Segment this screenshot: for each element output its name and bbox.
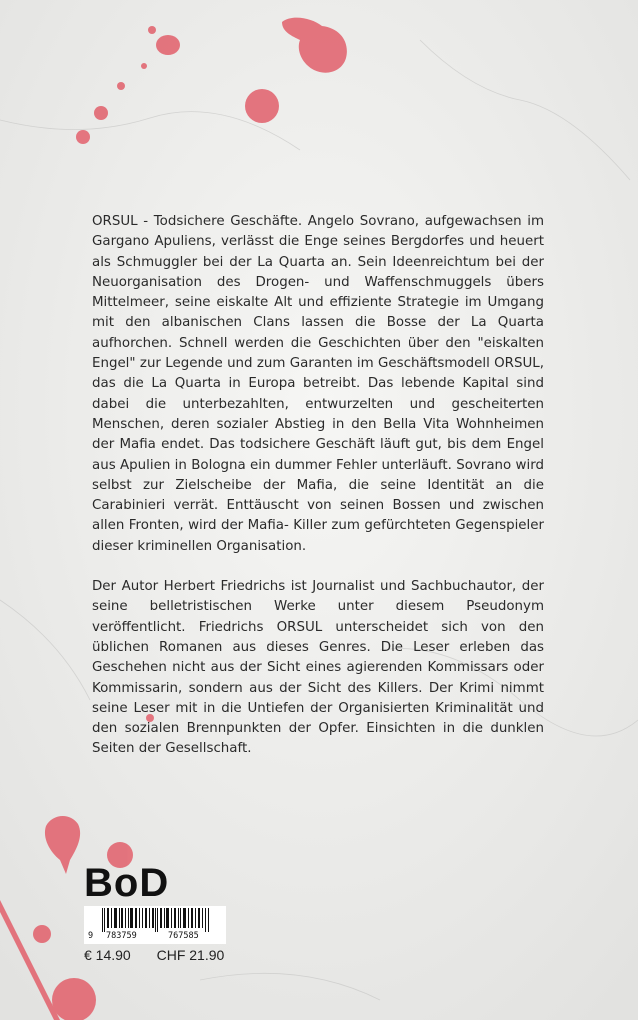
price-chf: CHF 21.90 bbox=[156, 947, 225, 963]
price-line bbox=[84, 947, 246, 963]
barcode-lead-digit: 9 bbox=[88, 931, 94, 941]
back-cover-description bbox=[92, 212, 544, 780]
publisher-logo: BoD bbox=[84, 861, 170, 905]
barcode-bars bbox=[102, 908, 210, 932]
barcode-group-2: 767585 bbox=[168, 931, 199, 941]
barcode-group-1: 783759 bbox=[106, 931, 137, 941]
description-paragraph-1: ORSUL - Todsichere Geschäfte. Angelo Sovrano, aufgewachsen im Gargano Apuliens, verlässt die Enge seines Bergdorfes und heuert als Schmuggler bei der La Quarta an. Sein Ideenreichtum bei der Neuorganisation des Drogen- und Waffenschmuggels übers Mittelmeer, seine eiskalte Alt und effiziente Strategie im Umgang mit den albanischen Clans lassen die Bosse der La Quarta aufhorchen. Schnell werden die Geschichten über den "eiskalten Engel" zur Legende und zum Garanten im Geschäftsmodell ORSUL, das die La Quarta in Europa betreibt. Das lebende Kapital sind dabei die unterbezahlten, entwurzelten und gescheiterten Menschen, deren sozialer Abstieg in den Bella Vita Wohnheimen der Mafia endet. Das todsichere Geschäft läuft gut, bis dem Engel aus Apulien in Bologna ein dummer Fehler unterläuft. Sovrano wird selbst zur Zielscheibe der Mafia, die seine Identität an die Carabinieri verrät. Enttäuscht von seinen Bossen und zwischen allen Fronten, wird der Mafia- Killer zum gefürchteten Gegenspieler dieser kriminellen Organisation. bbox=[92, 214, 544, 554]
description-paragraph-2: Der Autor Herbert Friedrichs ist Journalist und Sachbuchautor, der seine belletristischen Werke unter diesem Pseudonym veröffentlicht. Friedrichs ORSUL unterscheidet sich von den üblichen Romanen aus dieses Genres. Die Leser erleben das Geschehen nicht aus der Sicht eines agierenden Kommissars oder Kommissarin, sondern aus der Sicht des Killers. Der Krimi nimmt seine Leser mit in die Untiefen der Organisierten Kriminalität und den sozialen Brennpunkten der Opfer. Einsichten in die dunklen Seiten der Gesellschaft. bbox=[92, 579, 544, 757]
isbn-barcode bbox=[84, 906, 226, 944]
price-eur: € 14.90 bbox=[84, 947, 131, 963]
